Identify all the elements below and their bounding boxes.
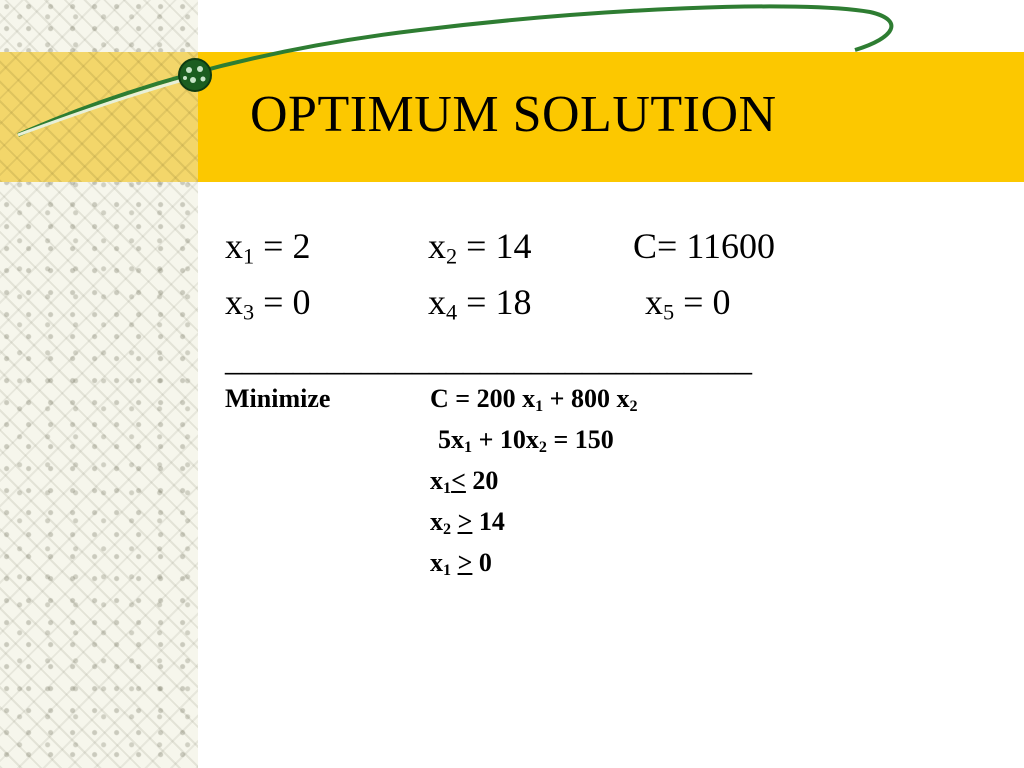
constraint-2: $x_1< 20$ xyxy=(430,466,499,498)
constraint-1: $5x_1 + 10x_2 = 150$ xyxy=(438,425,614,457)
x1-value: $x_1 = 2$ xyxy=(225,226,311,269)
divider-line: _______________________________ xyxy=(225,341,752,378)
title-band-pattern xyxy=(0,52,198,182)
x3-value: $x_3 = 0$ xyxy=(225,282,311,325)
constraint-4: $x_1 > 0$ xyxy=(430,548,492,580)
minimize-label: Minimize xyxy=(225,384,331,413)
constraint-3: $x_2 > 14$ xyxy=(430,507,505,539)
cost-value: C= 11600 xyxy=(633,226,775,266)
x5-value: $x_5 = 0$ xyxy=(645,282,731,325)
x4-value: $x_4 = 18$ xyxy=(428,282,532,325)
objective-function: C = 200 $x_1 + 800$ $x_2$ xyxy=(430,384,638,416)
slide-title: OPTIMUM SOLUTION xyxy=(250,86,777,143)
x2-value: $x_2 = 14$ xyxy=(428,226,532,269)
